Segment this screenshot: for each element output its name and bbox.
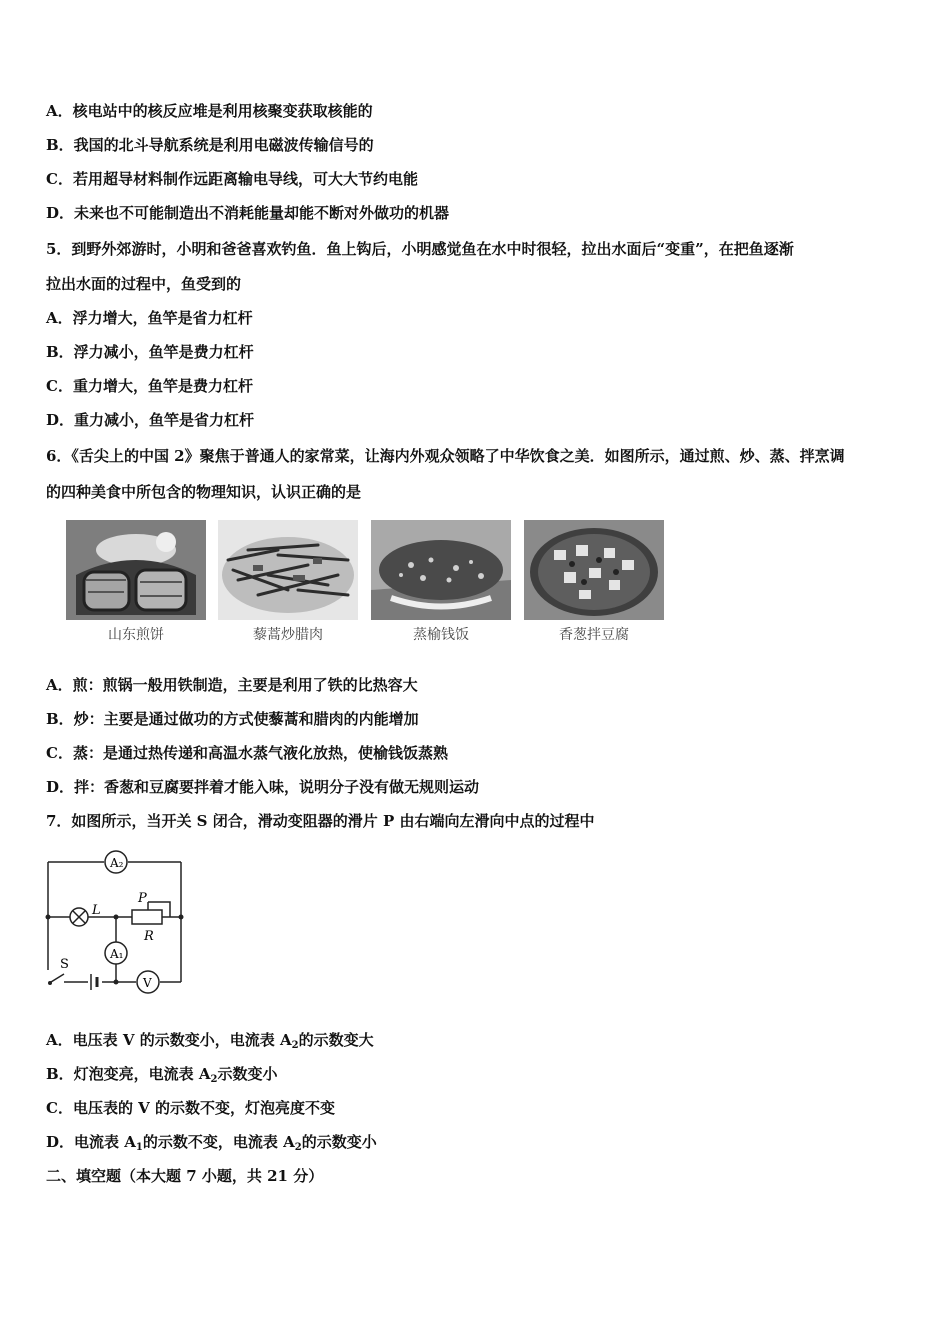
q4-option-b: B．我国的北斗导航系统是利用电磁波传输信号的 [46,136,374,154]
q5-stem-line2: 拉出水面的过程中，鱼受到的 [46,275,242,293]
q6-stem-line1: 6．《舌尖上的中国 2》聚焦于普通人的家常菜，让海内外观众领略了中华饮食之美．如图所示，通过煎、炒、蒸、拌烹调 [46,447,845,465]
q6-option-a: A．煎：煎锅一般用铁制造，主要是利用了铁的比热容大 [46,676,418,694]
tofu-photo [524,520,664,620]
food-caption: 蒸榆钱饭 [413,627,469,643]
voltmeter-label: V [143,976,152,990]
steamed-rice-photo [371,520,511,620]
q5-option-a: A．浮力增大，鱼竿是省力杠杆 [46,309,253,327]
food-caption: 藜蒿炒腊肉 [253,627,323,643]
food-caption: 香葱拌豆腐 [559,627,629,643]
q4-option-a: A．核电站中的核反应堆是利用核聚变获取核能的 [46,102,373,120]
q5-stem-line1: 5．到野外郊游时，小明和爸爸喜欢钓鱼．鱼上钩后，小明感觉鱼在水中时很轻，拉出水面后“变重”，在把鱼逐渐 [46,240,794,258]
ammeter-a1-label: A₁ [110,947,124,961]
q4-option-d: D．未来也不可能制造出不消耗能量却能不断对外做功的机器 [46,204,450,222]
q7-option-d: D．电流表 $A_1$的示数不变，电流表 $A_2$的示数变小 [46,1133,377,1153]
lamp-label: L [92,903,101,918]
jianbing-photo [66,520,206,620]
section-heading: 二、填空题（本大题 7 小题，共 21 分） [46,1167,324,1185]
circuit-diagram [44,842,189,997]
stirfry-photo [218,520,358,620]
q6-option-d: D．拌：香葱和豆腐要拌着才能入味，说明分子没有做无规则运动 [46,778,480,796]
q7-stem: 7．如图所示，当开关 S 闭合，滑动变阻器的滑片 P 由右端向左滑向中点的过程中 [46,812,595,830]
rheostat-label: R [144,929,154,944]
slider-label: P [138,891,147,906]
q5-option-d: D．重力减小，鱼竿是省力杠杆 [46,411,255,429]
food-item-stirfry [218,520,358,644]
q7-option-c: C．电压表的 V 的示数不变，灯泡亮度不变 [46,1099,336,1117]
food-item-steamed-rice [371,520,511,644]
food-photo-row [66,520,666,650]
ammeter-a2-label: A₂ [110,856,124,870]
q6-option-b: B．炒：主要是通过做功的方式使藜蒿和腊肉的内能增加 [46,710,419,728]
q6-stem-line2: 的四种美食中所包含的物理知识，认识正确的是 [46,483,362,501]
food-item-tofu [524,520,664,644]
q4-option-c: C．若用超导材料制作远距离输电导线，可大大节约电能 [46,170,418,188]
switch-label: S [60,957,69,972]
q7-option-a: A．电压表 V 的示数变小，电流表 $A_2$的示数变大 [46,1031,374,1051]
q5-option-b: B．浮力减小，鱼竿是费力杠杆 [46,343,254,361]
q6-option-c: C．蒸：是通过热传递和高温水蒸气液化放热，使榆钱饭蒸熟 [46,744,448,762]
q5-option-c: C．重力增大，鱼竿是费力杠杆 [46,377,253,395]
food-caption: 山东煎饼 [108,627,164,643]
food-item-jianbing [66,520,206,644]
q7-option-b: B．灯泡变亮，电流表 $A_2$示数变小 [46,1065,278,1085]
